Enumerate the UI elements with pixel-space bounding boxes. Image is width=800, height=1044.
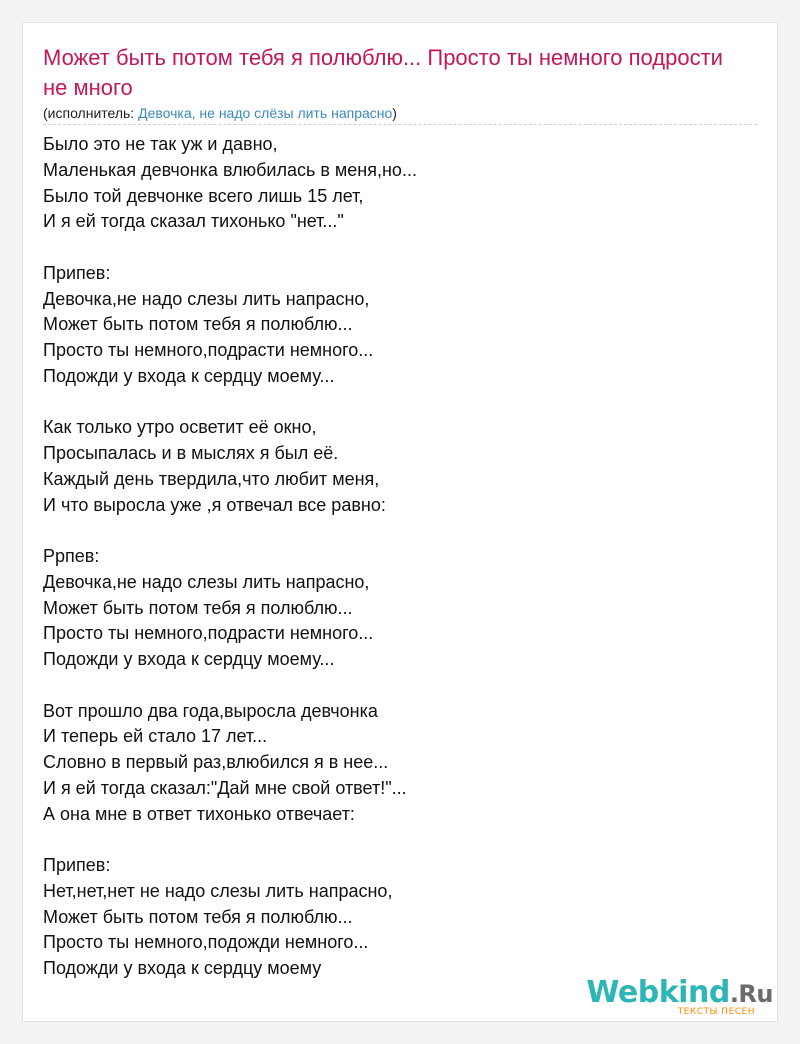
logo-tagline: ТЕКСТЫ ПЕСЕН [677,1007,755,1017]
lyrics-blank-line [43,390,743,416]
lyrics-line: Просыпалась и в мыслях я был её. [43,443,339,463]
lyrics-line: Подожди у входа к сердцу моему... [43,649,335,669]
lyrics-line: А она мне в ответ тихонько отвечает: [43,803,355,824]
logo-brand [586,977,773,1010]
lyrics-text [43,132,743,982]
lyrics-line: И теперь ей стало 17 лет... [43,726,268,747]
lyrics-line: Припев: [43,262,111,283]
artist-line [43,104,397,122]
lyrics-blank-line [43,827,743,853]
lyrics-blank-line [43,235,743,261]
lyrics-blank-line [43,518,743,544]
lyrics-blank-line [43,673,743,699]
logo-brand-name: Webkind [586,975,730,1010]
lyrics-line: Было это не так уж и давно, [43,134,278,154]
song-title: Может быть потом тебя я полюблю... Просто ты немного подрости не много [43,45,723,100]
lyrics-line: И я ей тогда сказал:"Дай мне свой ответ!"... [43,777,407,798]
lyrics-line: Словно в первый раз,влюбился я в нее... [43,752,389,772]
lyrics-line: Девочка,не надо слезы лить напрасно, [43,571,370,592]
lyrics-line: Припев: [43,855,111,875]
logo-brand-tld: .Ru [729,980,773,1008]
lyrics-line: Может быть потом тебя я полюблю... [43,906,353,927]
artist-prefix: (исполнитель: [43,105,139,121]
artist-link[interactable]: Девочка, не надо слёзы лить напрасно [138,105,393,121]
lyrics-line: Просто ты немного,подрасти немного... [43,623,374,644]
lyrics-line: Нет,нет,нет не надо слезы лить напрасно, [43,880,393,901]
lyrics-card [22,22,778,1022]
lyrics-line: Просто ты немного,подожди немного... [43,932,369,953]
lyrics-line: Подожди у входа к сердцу моему... [43,365,335,386]
lyrics-line: И я ей тогда сказал тихонько "нет..." [43,211,344,232]
lyrics-line: Девочка,не надо слезы лить напрасно, [43,288,370,309]
lyrics-line: Маленькая девчонка влюбилась в меня,но... [43,159,417,180]
lyrics-line: Может быть потом тебя я полюблю... [43,314,353,335]
lyrics-line: Подожди у входа к сердцу моему [43,958,322,978]
site-logo[interactable] [586,977,773,1017]
lyrics-line: Просто ты немного,подрасти немного... [43,340,374,360]
lyrics-line: Вот прошло два года,выросла девчонка [43,700,378,721]
lyrics-line: Было той девчонке всего лишь 15 лет, [43,185,364,206]
lyrics-line: Каждый день твердила,что любит меня, [43,468,380,489]
dashed-divider [43,124,757,125]
lyrics-line: Как только утро осветит её окно, [43,417,317,438]
artist-suffix: ) [392,105,397,121]
lyrics-line: Может быть потом тебя я полюблю... [43,597,353,618]
lyrics-line: Ррпев: [43,546,100,566]
lyrics-line: И что выросла уже ,я отвечал все равно: [43,494,386,515]
